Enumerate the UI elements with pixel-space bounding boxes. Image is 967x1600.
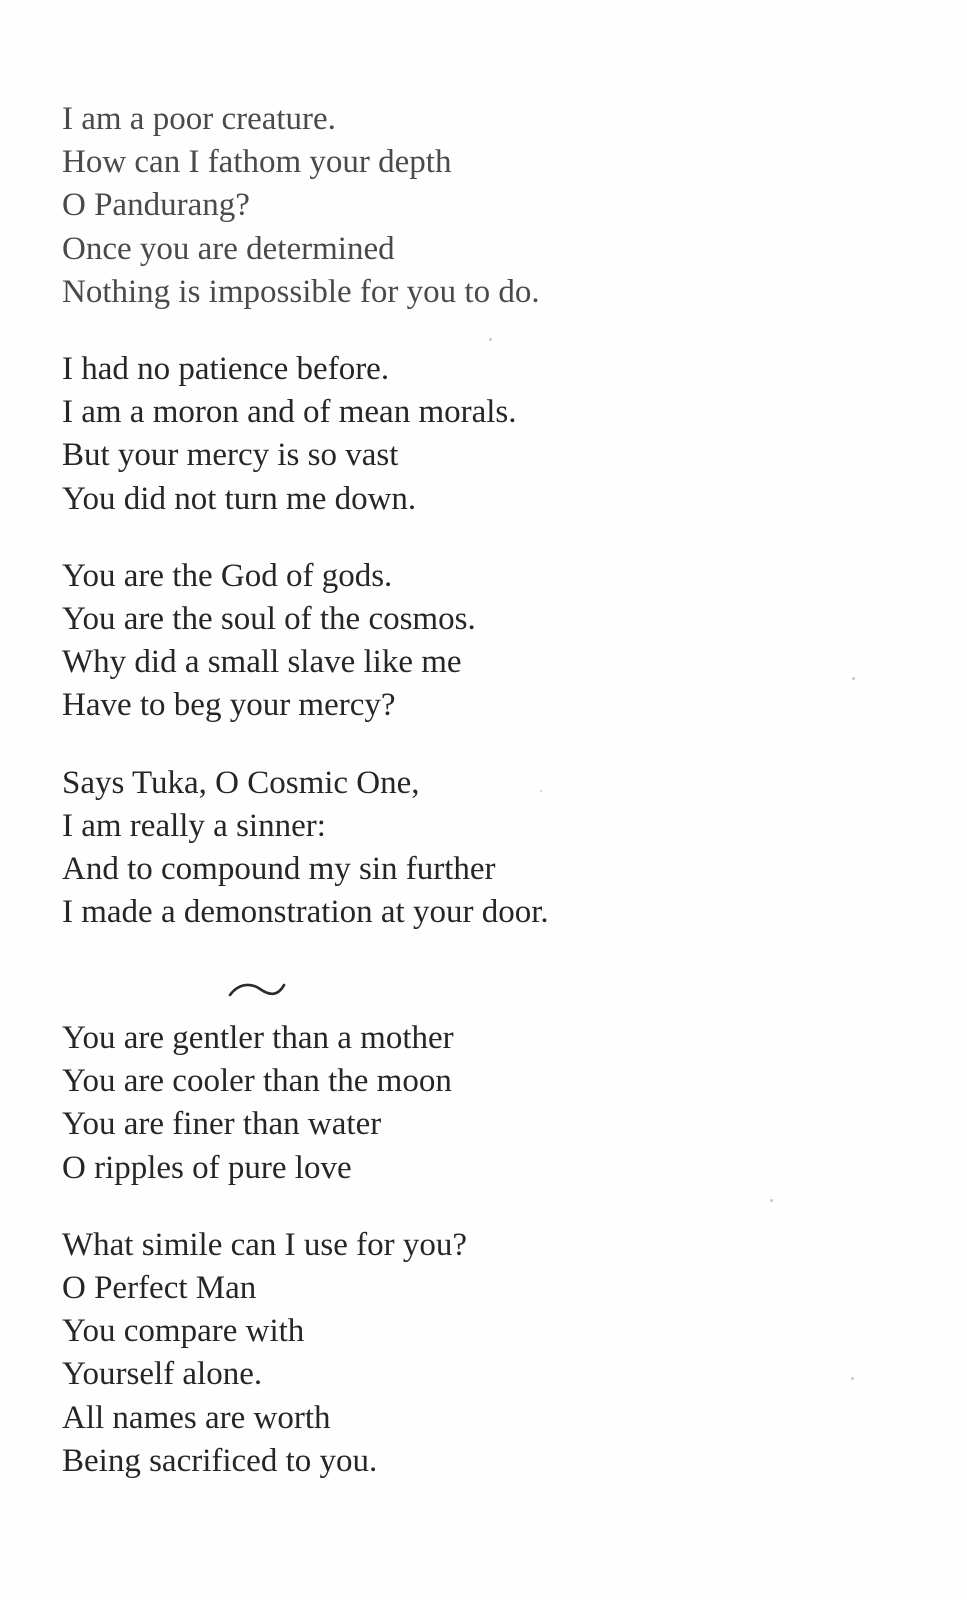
stanza <box>62 1017 942 1190</box>
poem-line: I am really a sinner: <box>62 807 326 844</box>
poem-line: You are gentler than a mother <box>62 1020 454 1056</box>
poem-line: And to compound my sin further <box>62 851 496 888</box>
poem-part-1 <box>62 98 942 934</box>
stanza <box>62 348 942 521</box>
scan-speck <box>770 1199 773 1202</box>
poem-part-2 <box>62 1017 942 1483</box>
poem-line: Once you are determined <box>62 230 395 267</box>
poem-line: O Perfect Man <box>62 1270 257 1307</box>
poem-line: I am a moron and of mean morals. <box>62 394 517 431</box>
stanza <box>62 762 942 935</box>
stanza <box>62 98 942 314</box>
stanza <box>62 555 942 728</box>
poem-line: What simile can I use for you? <box>62 1226 468 1263</box>
poem-line: You did not turn me down. <box>62 480 417 517</box>
poem-line: Yourself alone. <box>62 1356 263 1393</box>
poem-line: You are cooler than the moon <box>62 1063 452 1100</box>
poem-line: But your mercy is so vast <box>62 437 399 474</box>
poem-line: I made a demonstration at your door. <box>62 894 549 931</box>
scan-speck <box>851 1377 854 1380</box>
poem-line: Says Tuka, O Cosmic One, <box>62 764 420 801</box>
poem-line: Why did a small slave like me <box>62 644 462 681</box>
tilde-ornament-icon <box>228 978 288 1002</box>
tilde-ornament-icon-svg <box>228 978 288 1002</box>
poem-line: Have to beg your mercy? <box>62 687 396 724</box>
scan-speck <box>489 338 492 341</box>
poem-line: I am a poor creature. <box>62 101 336 137</box>
poem-line: I had no patience before. <box>62 351 390 388</box>
scan-speck <box>852 677 855 680</box>
poem-line: O ripples of pure love <box>62 1149 352 1186</box>
poem-line: O Pandurang? <box>62 187 250 224</box>
stanza <box>62 1224 942 1483</box>
scan-speck <box>540 790 542 792</box>
poem-line: Being sacrificed to you. <box>62 1442 378 1479</box>
poem-line: You are the God of gods. <box>62 557 393 594</box>
poem-line: You are the soul of the cosmos. <box>62 601 476 638</box>
poem-line: Nothing is impossible for you to do. <box>62 273 540 310</box>
poem-line: All names are worth <box>62 1399 331 1436</box>
poem-line: You are finer than water <box>62 1106 382 1143</box>
poem-line: You compare with <box>62 1313 305 1350</box>
poem-line: How can I fathom your depth <box>62 144 452 181</box>
